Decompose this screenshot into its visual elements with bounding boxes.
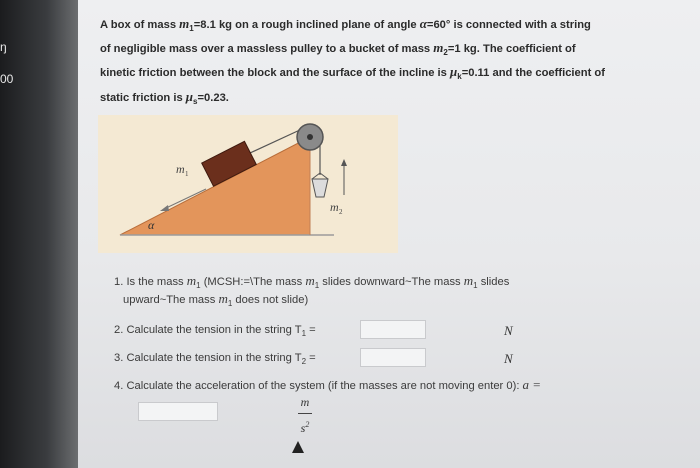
label-m2-sub: 2 [339,208,343,216]
label-alpha: α [148,218,155,232]
incline-pulley-diagram [98,115,398,253]
problem-line-3: kinetic friction between the block and the surface of the incline is $\mu_k=0.11$ and the coefficient of [100,64,605,82]
label-m1-sub: 1 [185,170,189,178]
problem-line-2: of negligible mass over a massless pulley to a bucket of mass $m_2=1$ kg. The coefficient of [100,40,576,58]
question-1-line-1: 1. Is the mass $m_1$ (MCSH:=\The mass $m_1$ slides downward~The mass $m_1$ slides [114,273,510,291]
tension-t2-input[interactable] [360,348,426,367]
problem-line-1: A box of mass $m_1=8.1$ kg on a rough inclined plane of angle α=60° is connected with a string [100,16,591,34]
label-m2: m [330,200,339,214]
monitor-bezel [0,0,78,468]
problem-line-4: static friction is $\mu_s=0.23$. [100,88,229,106]
mouse-cursor-icon [292,441,304,453]
tension-t1-input[interactable] [360,320,426,339]
label-m1: m [176,162,185,176]
problem-statement [100,14,660,111]
problem-screen [78,0,700,468]
bezel-mark-mid: 00 [0,72,14,86]
question-4: 4. Calculate the acceleration of the system (if the masses are not moving enter 0): a = [114,377,542,392]
question-2: 2. Calculate the tension in the string $T_1$ = [114,324,316,339]
question-1-line-2: upward~The mass $m_1$ does not slide) [123,291,309,309]
question-3: 3. Calculate the tension in the string $T_2$ = [114,352,316,367]
pulley [297,124,323,150]
acceleration-input[interactable] [138,402,218,421]
acceleration-unit: m $s^2$ [298,393,312,438]
bezel-mark-top: ŋ [0,40,7,54]
t2-unit: N [504,351,513,366]
t1-unit: N [504,323,513,338]
